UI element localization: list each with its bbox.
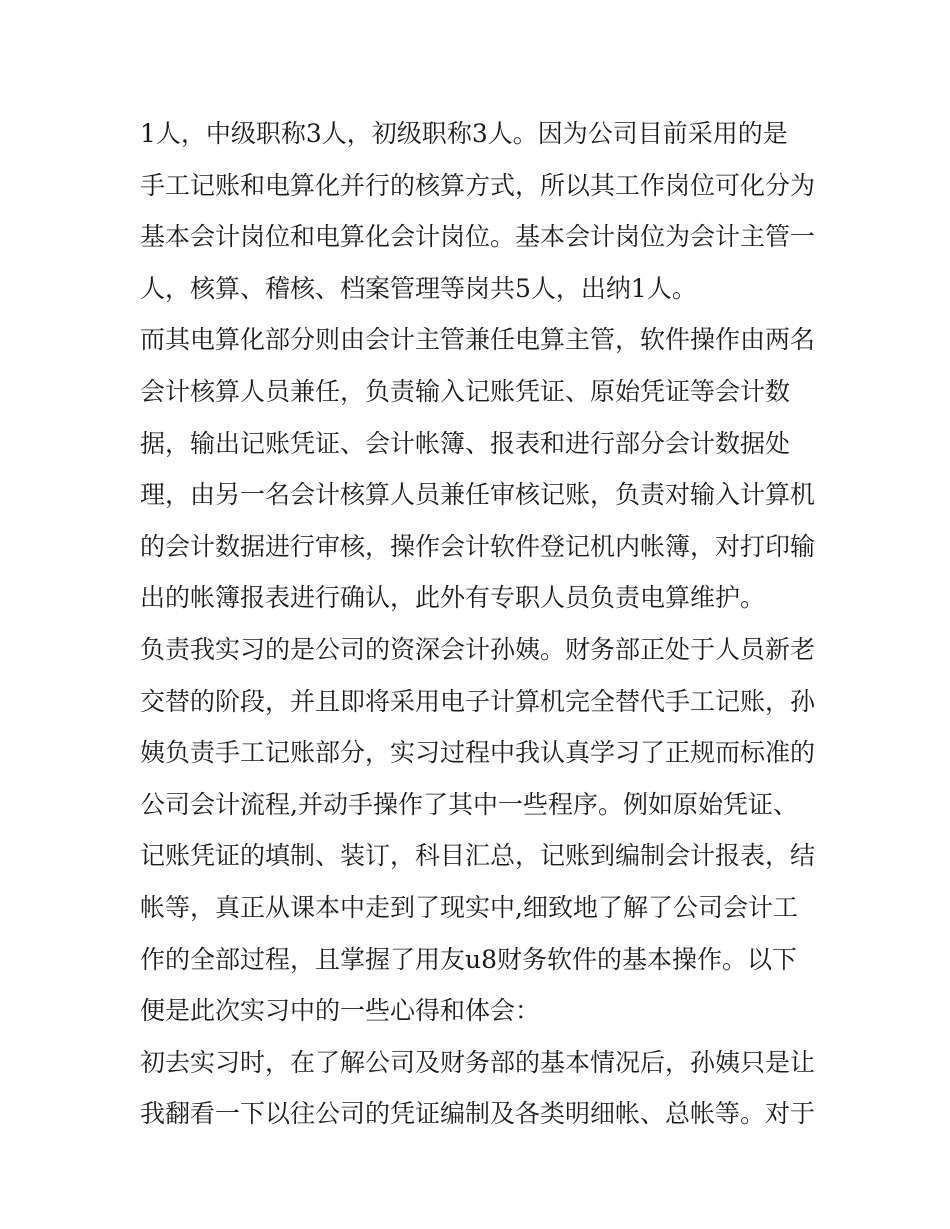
text-line: 初去实习时，在了解公司及财务部的基本情况后，孙姨只是让 xyxy=(140,1047,816,1077)
text-line: 基本会计岗位和电算化会计岗位。基本会计岗位为会计主管一 xyxy=(140,222,816,252)
text-line: 记账凭证的填制、装订，科目汇总，记账到编制会计报表，结 xyxy=(140,841,816,871)
text-line: 帐等，真正从课本中走到了现实中,细致地了解了公司会计工 xyxy=(140,892,798,922)
text-line: 公司会计流程,并动手操作了其中一些程序。例如原始凭证、 xyxy=(140,789,798,819)
text-line: 1人，中级职称3人，初级职称3人。因为公司目前采用的是 xyxy=(140,119,788,148)
text-line: 负责我实习的是公司的资深会计孙姨。财务部正处于人员新老 xyxy=(140,634,816,664)
text-line: 作的全部过程，且掌握了用友u8财务软件的基本操作。以下 xyxy=(140,944,798,974)
text-line: 我翻看一下以往公司的凭证编制及各类明细帐、总帐等。对于 xyxy=(140,1099,816,1129)
text-line: 手工记账和电算化并行的核算方式，所以其工作岗位可化分为 xyxy=(140,170,816,200)
text-line: 交替的阶段，并且即将采用电子计算机完全替代手工记账，孙 xyxy=(140,686,816,716)
text-line: 出的帐簿报表进行确认，此外有专职人员负责电算维护。 xyxy=(140,583,766,613)
text-line: 会计核算人员兼任，负责输入记账凭证、原始凭证等会计数 xyxy=(140,376,791,406)
text-line: 据，输出记账凭证、会计帐簿、报表和进行部分会计数据处 xyxy=(140,428,791,458)
text-line: 的会计数据进行审核，操作会计软件登记机内帐簿，对打印输 xyxy=(140,531,816,561)
text-line: 而其电算化部分则由会计主管兼任电算主管，软件操作由两名 xyxy=(140,325,816,355)
text-line: 姨负责手工记账部分，实习过程中我认真学习了正规而标准的 xyxy=(140,738,816,768)
text-line: 人，核算、稽核、档案管理等岗共5人，出纳1人。 xyxy=(140,273,697,303)
text-line: 理，由另一名会计核算人员兼任审核记账，负责对输入计算机 xyxy=(140,480,816,510)
text-line: 便是此次实习中的一些心得和体会： xyxy=(140,996,541,1026)
body-text xyxy=(140,108,820,1140)
